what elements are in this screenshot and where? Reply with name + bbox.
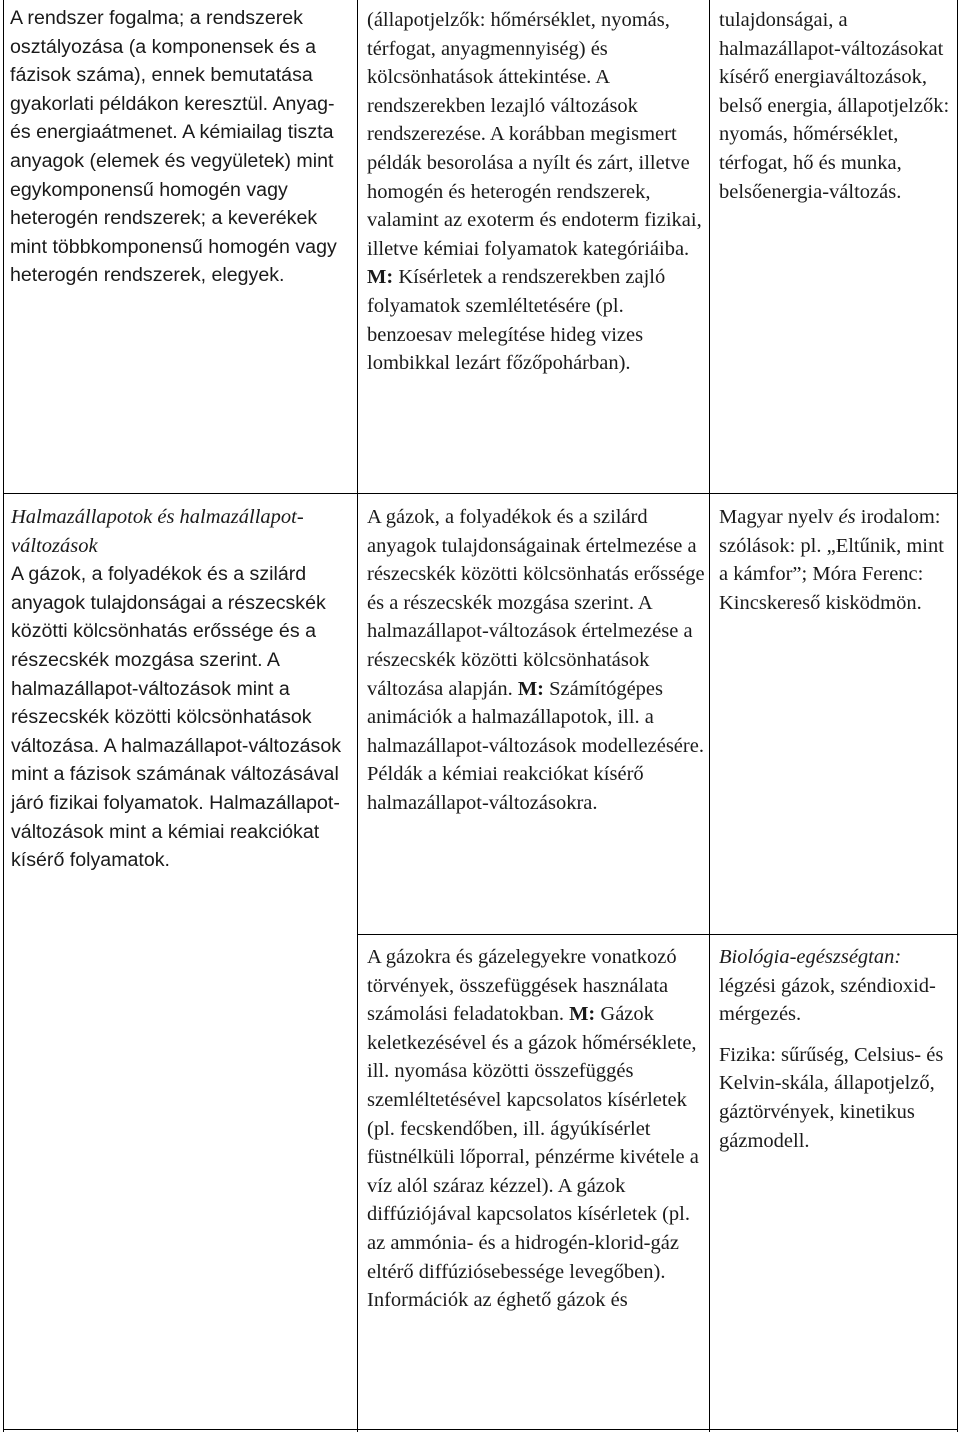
row1-activity-text	[367, 6, 707, 378]
row1-topic-cell	[10, 4, 352, 290]
row2-topic-text: A gázok, a folyadékok és a szilárd anyagok tulajdonságai a részecskék közötti kölcsönhatás erőssége és a részecskék mozgása szerint. A halmazállapot-változások mint a részecskék közötti kölcsönhatások változása. A halmazállapot-változások mint a fázisok számának változásával járó fizikai folyamatok. Halmazállapot-változások mint a kémiai reakciókat kísérő folyamatok.	[11, 563, 342, 872]
row1-activity-cell	[367, 6, 707, 378]
row3-links-text: légzési gázok, széndioxid-mérgezés.	[719, 974, 936, 1026]
row2-links-cell	[719, 503, 955, 617]
row3-links-spacer	[719, 1029, 955, 1041]
row2-activity-cell	[367, 503, 707, 818]
row3-activity-cell	[367, 943, 707, 1315]
row1-links-text: tulajdonságai, a halmazállapot-változásokat kísérő energiaváltozások, belső energia, állapotjelzők: nyomás, hőmérséklet, térfogat, hő és munka, belsőenergia-változás.	[719, 9, 950, 203]
row2-links-subject: Magyar nyelv	[719, 506, 839, 528]
table-border-col3	[709, 0, 710, 1432]
row2-activity-body: A gázok, a folyadékok és a szilárd anyagok tulajdonságainak értelmezése a részecskék közötti kölcsönhatás erőssége és a részecskék mozgása szerint. A halmazállapot-változások értelmezése a részecskék közötti kölcsönhatások változása alapján.	[367, 506, 705, 700]
row3-example-label: M:	[569, 1003, 596, 1026]
row-divider-1	[3, 493, 957, 494]
row1-example-label: M:	[367, 266, 394, 289]
row1-activity-body: (állapotjelzők: hőmérséklet, nyomás, térfogat, anyagmennyiség) és kölcsönhatások áttekintése. A rendszerekben lezajló változások rendszerezése. A korábban megismert példák besorolása a nyílt és zárt, illetve homogén és heterogén rendszerek, valamint az exoterm és endoterm fizikai, illetve kémiai folyamatok kategóriáiba.	[367, 9, 702, 260]
row2-links-conjunction: és	[838, 506, 856, 528]
row2-example-text: Számítógépes animációk a halmazállapotok, ill. a halmazállapot-változások modellezésére. Példák a kémiai reakciókat kísérő halmazállapot-változásokra.	[367, 677, 704, 814]
table-border-right	[957, 0, 958, 1432]
row3-activity-text	[367, 943, 707, 1315]
row3-links-physics: Fizika: sűrűség, Celsius- és Kelvin-skála, állapotjelző, gáztörvények, kinetikus gázmodell.	[719, 1043, 944, 1152]
row2-topic-title: Halmazállapotok és halmazállapot-változások	[11, 506, 304, 557]
row3-example-text: Gázok keletkezésével és a gázok hőmérséklete, ill. nyomása közötti összefüggés szemléltetésével kapcsolatos kísérletek (pl. fecskendőben, ill. ágyúkísérlet füstnélküli lőporral, pénzérme kivétele a víz alól száraz kézzel). A gázok diffúziójával kapcsolatos kísérletek (pl. az ammónia- és a hidrogén-klorid-gáz eltérő diffúziósebessége levegőben). Információk az éghető gázok és	[367, 1003, 699, 1312]
table-border-col2	[357, 0, 358, 1432]
table-border-bottom	[3, 1429, 957, 1430]
row2-activity-text	[367, 503, 707, 818]
row1-links-cell	[719, 6, 955, 206]
row2-topic-cell	[11, 503, 353, 875]
table-border-left	[3, 0, 4, 1432]
row2-links-body: irodalom: szólások: pl. „Eltűnik, mint a kámfor”; Móra Ferenc: Kincskereső kisködmön.	[719, 506, 944, 614]
row3-links-title: Biológia-egészségtan:	[719, 946, 902, 968]
row3-activity-body: A gázokra és gázelegyekre vonatkozó törvények, összefüggések használata számolási feladatokban.	[367, 946, 677, 1026]
row3-links-cell	[719, 943, 955, 1155]
row1-topic-text: A rendszer fogalma; a rendszerek osztályozása (a komponensek és a fázisok száma), ennek bemutatása gyakorlati példákon keresztül. Anyag- és energiaátmenet. A kémiailag tiszta anyagok (elemek és vegyületek) mint egykomponensű homogén vagy heterogén rendszerek; a keverékek mint többkomponensű homogén vagy heterogén rendszerek, elegyek.	[10, 7, 337, 287]
row-divider-2	[357, 934, 957, 935]
row1-example-text: Kísérletek a rendszerekben zajló folyamatok szemléltetésére (pl. benzoesav melegítése hideg vizes lombikkal lezárt főzőpohárban).	[367, 266, 666, 375]
row2-example-label: M:	[517, 677, 545, 700]
row2-links-text	[719, 503, 955, 617]
